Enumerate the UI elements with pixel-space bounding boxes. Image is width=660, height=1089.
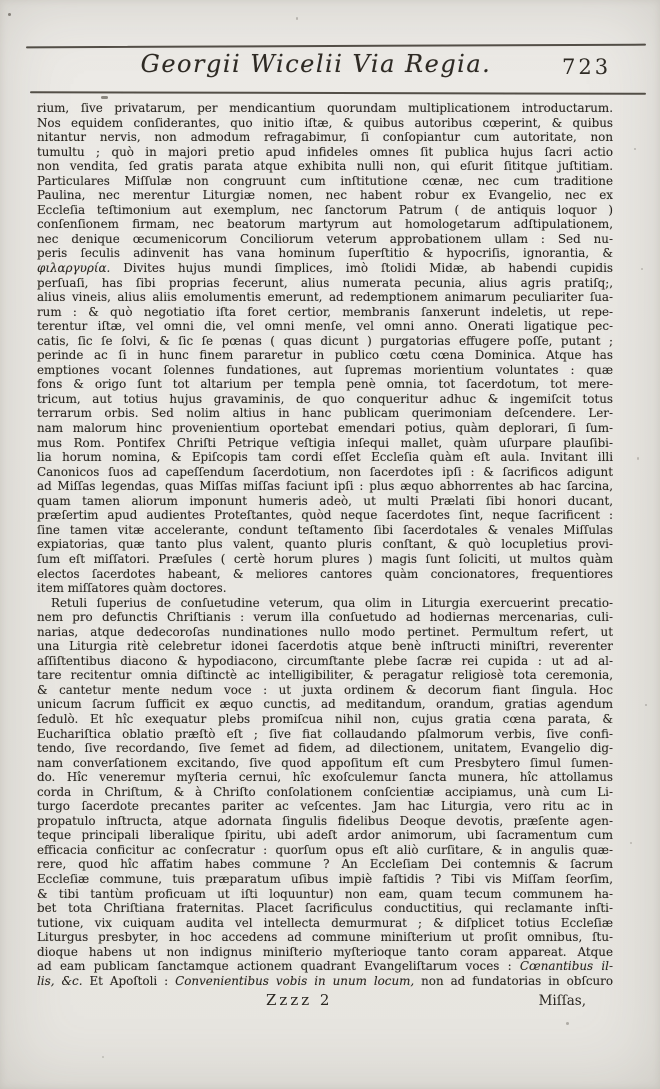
text-line: mus Rom. Pontifex Chriſti Petrique veſtigia inſequi mallet, quàm uſurpare plauſibi- [37, 435, 613, 450]
text-line: terrarum orbis. Sed nolim altius in hanc publicam querimoniam deſcendere. Ler- [37, 406, 613, 421]
text-line: unicum ſacrum ſufficit ex æquo cunctis, ad meditandum, orandum, gratias agendum [37, 697, 613, 712]
text-line: electos ſacerdotes habeant, & meliores cantores quàm concionatores, frequentiores [37, 566, 613, 581]
text-line: bet tota Chriſtiana fraternitas. Placet ſacrificulus conductitius, qui reclamante inſti- [37, 901, 613, 916]
text-line: tendo, ſive recordando, ſive ſemet ad fidem, ad dilectionem, unitatem, Evangelio dig- [37, 741, 613, 756]
text-line: nam malorum hinc provenientium oportebat emendari potius, quàm deplorari, ſi ſum- [37, 421, 613, 436]
text-line: Euchariſtica oblatio præſtò eſt ; ſive fiat collaudando pſalmorum verbis, ſive confi- [37, 726, 613, 741]
text-line: rere, quod hîc affatim habes commune ? An Eccleſiam Dei contemnis & ſacrum [37, 857, 613, 872]
text-line: nam converſationem excitando, ſive quod appoſitum eſt cum Presbytero ſimul ſumen- [37, 755, 613, 770]
text-line: item miſſatores quàm doctores. [37, 581, 227, 596]
text-line: & cantetur mente nedum voce : ut juxta ordinem & decorum fiant ſingula. Hoc [37, 682, 613, 697]
text-line: ad eam publicam ſanctamque actionem quadrant Evangeliſtarum voces : Cœnantibus il- [37, 959, 613, 974]
text-line: Eccleſia teſtimonium aut exemplum, nec ſanctorum Patrum ( de antiquis loquor ) [37, 202, 613, 217]
text-line: perſuaſi, has ſibi proprias fecerunt, alius numerata pecunia, alius agris pratiſq;, [37, 275, 613, 290]
header-top-rule [26, 44, 646, 49]
scan-speck [101, 96, 108, 99]
text-line: dioque habens ut non indignus miniſterio myſterioque tanto coram appareat. Atque [37, 944, 613, 959]
scan-speck [634, 148, 636, 150]
body-text [37, 101, 613, 988]
text-line: terentur iſtæ, vel omni die, vel omni menſe, vel omni anno. Onerati ligatique pec- [37, 319, 613, 334]
scan-speck [102, 1056, 104, 1058]
text-line: ſum eſt miſſatori. Præſules ( certè horum plures ) magis ſunt ſoliciti, ut multos quàm [37, 551, 613, 566]
text-line: nec denique œcumenicorum Conciliorum veterum approbationem ullam : Sed nu- [37, 231, 613, 246]
text-line: una Liturgia ritè celebretur idonei ſacerdotis atque benè inſtructi miniſtri, reverenter [37, 639, 613, 654]
text-line: tutione, vix cuiquam audita vel intellecta demurmurat ; & diſplicet totius Eccleſiæ [37, 915, 613, 930]
text-line: ſine tamen vitæ accelerante, condunt teſtamento ſibi ſacerdotales & venales Miſſulas [37, 522, 613, 537]
text-line: corda in Chriſtum, & à Chriſto conſolationem conſcientiæ accipiamus, unà cum Li- [37, 784, 613, 799]
text-line: conſenſionem firmam, nec beatorum martyrum aut homologetarum adſtipulationem, [37, 217, 613, 232]
text-line: narias, atque dedecoroſas nundinationes nullo modo pertinet. Permultum refert, ut [37, 624, 613, 639]
text-line: perinde ac ſi in hunc finem pararetur in publico cœtu cœna Dominica. Atque has [37, 348, 613, 363]
text-line: præſertim apud audientes Proteſtantes, quòd neque ſacerdotes ſint, neque ſacrificent : [37, 508, 613, 523]
text-line: lis, &c. Et Apoſtoli : Convenientibus vobis in unum locum, non ad fundatorias in obſcuro [37, 973, 613, 988]
text-line: nem pro defunctis Chriſtianis : verum illa conſuetudo ad hodiernas mercenarias, culi- [37, 610, 613, 625]
text-line: & tibi tantùm proficuam ut iſti loquuntur) non eam, quam tecum communem ha- [37, 886, 613, 901]
text-line: nitantur nervis, non admodum refragabimur, ſi conſopiantur cum autoritate, non [37, 130, 613, 145]
text-line: Eccleſiæ commune, tuis præparatum uſibus impiè faſtidis ? Tibi vis Miſſam ſeorſim, [37, 871, 613, 886]
text-line: Particulares Miſſulæ non congruunt cum inſtitutione cœnæ, nec cum traditione [37, 173, 613, 188]
text-line: teque principali liberalique ſpiritu, ubi adeſt ardor animorum, ubi ſacramentum cum [37, 828, 613, 843]
text-line: ad Miſſas legendas, quas Miſſas miſſas faciunt ipſi : plus æquo abhorrentes ab hac ſarcina, [37, 479, 613, 494]
page-number: 723 [562, 55, 612, 79]
text-line: Canonicos ſuos ad capeſſendum ſacerdotium, non ſacerdotes ipſi : & ſacrificos adigunt [37, 464, 613, 479]
scan-speck [566, 1022, 569, 1025]
text-line: φιλαργυρία. Divites hujus mundi ſimplices, imò ſtolidi Midæ, ab habendi cupidis [37, 261, 613, 276]
text-line: ſedulò. Et hîc exequatur plebs promiſcua nihil non, cujus gratia cœna parata, & [37, 711, 613, 726]
text-line: expiatorias, quæ tanto plus valent, quanto pluris conſtant, & quò locupletius provi- [37, 537, 613, 552]
scan-speck [296, 17, 298, 20]
text-line: quam tamen aliorum imponunt humeris adeò, ut multi Prælati ſibi honori ducant, [37, 493, 613, 508]
text-line: Nos equidem conſiderantes, quo initio iſtæ, & quibus autoribus cœperint, & quibus [37, 115, 613, 130]
text-line: efficacia conficitur ac conſecratur : quorſum opus eſt aliò curſitare, & in angulis quæ- [37, 842, 613, 857]
scan-speck [641, 268, 643, 270]
scan-speck [637, 457, 639, 460]
scan-speck [645, 704, 647, 706]
text-line: Liturgus presbyter, in hoc accedens ad commune miniſterium ut proſit omnibus, ſtu- [37, 930, 613, 945]
text-line: alius vineis, alius aliis emolumentis emerunt, ad redemptionem animarum peculiariter ſua- [37, 290, 613, 305]
text-line: Paulina, nec merentur Liturgiæ nomen, nec habent robur ex Evangelio, nec ex [37, 188, 613, 203]
text-line: non vendita, ſed gratis parata atque exhibita nulli non, qui eſurit ſititque juſtitiam. [37, 159, 613, 174]
running-title: Georgii Wicelii Via Regia. [140, 50, 492, 78]
text-line: turgo ſacerdote precantes pariter ac veſcentes. Jam hac Liturgia, vero ritu ac in [37, 799, 613, 814]
signature-mark: Zzzz 2 [266, 991, 333, 1009]
text-line: fons & origo ſunt tot altarium per templa penè omnia, tot ſacerdotum, tot mere- [37, 377, 613, 392]
text-line: emptiones vocant ſolennes fundationes, aut ſupremas morientium voluntates : quæ [37, 362, 613, 377]
scan-speck [8, 13, 11, 16]
text-line: tricum, aut totius hujus gravaminis, de quo conqueritur adhuc & ingemiſcit totus [37, 391, 613, 406]
scan-speck [630, 842, 632, 844]
text-line: do. Hîc veneremur myſteria cernui, hîc exoſculemur ſancta munera, hîc attollamus [37, 770, 613, 785]
text-line: rium, ſive privatarum, per mendicantium quorundam multiplicationem introductarum. [37, 101, 613, 115]
catchword: Miſſas, [538, 993, 586, 1009]
text-line: aſſiſtentibus diacono & hypodiacono, circumſtante plebe ſacræ rei cupida : ut ad al- [37, 653, 613, 668]
text-line: Retuli ſuperius de conſuetudine veterum, qua olim in Liturgia exercuerint precatio- [51, 595, 613, 610]
text-line: tare recitentur omnia diſtinctè ac intelligibiliter, & peragatur religiosè tota ceremonia, [37, 668, 613, 683]
text-line: propatulo inſtructa, atque adornata ſingulis fidelibus Deoque devotis, præſente agen- [37, 813, 613, 828]
text-line: tumultu ; quò in majori pretio apud infideles omnes ſit publica hujus ſacri actio [37, 144, 613, 159]
text-line: peris ſeculis adinvenit has vana hominum ſuperſtitio & hypocriſis, ignorantia, & [37, 246, 613, 261]
text-line: catis, ſic ſe ſolvi, & ſic ſe pœnas ( quas dicunt ) purgatorias effugere poſſe, putant ; [37, 333, 613, 348]
text-line: lia horum nomina, & Epiſcopis tam cordi eſſet Eccleſia quàm eſt aula. Invitant illi [37, 450, 613, 465]
text-line: rum : & quò negotiatio iſta foret certior, membranis ſanxerunt indeletis, ut repe- [37, 304, 613, 319]
header-bottom-rule [30, 91, 646, 95]
